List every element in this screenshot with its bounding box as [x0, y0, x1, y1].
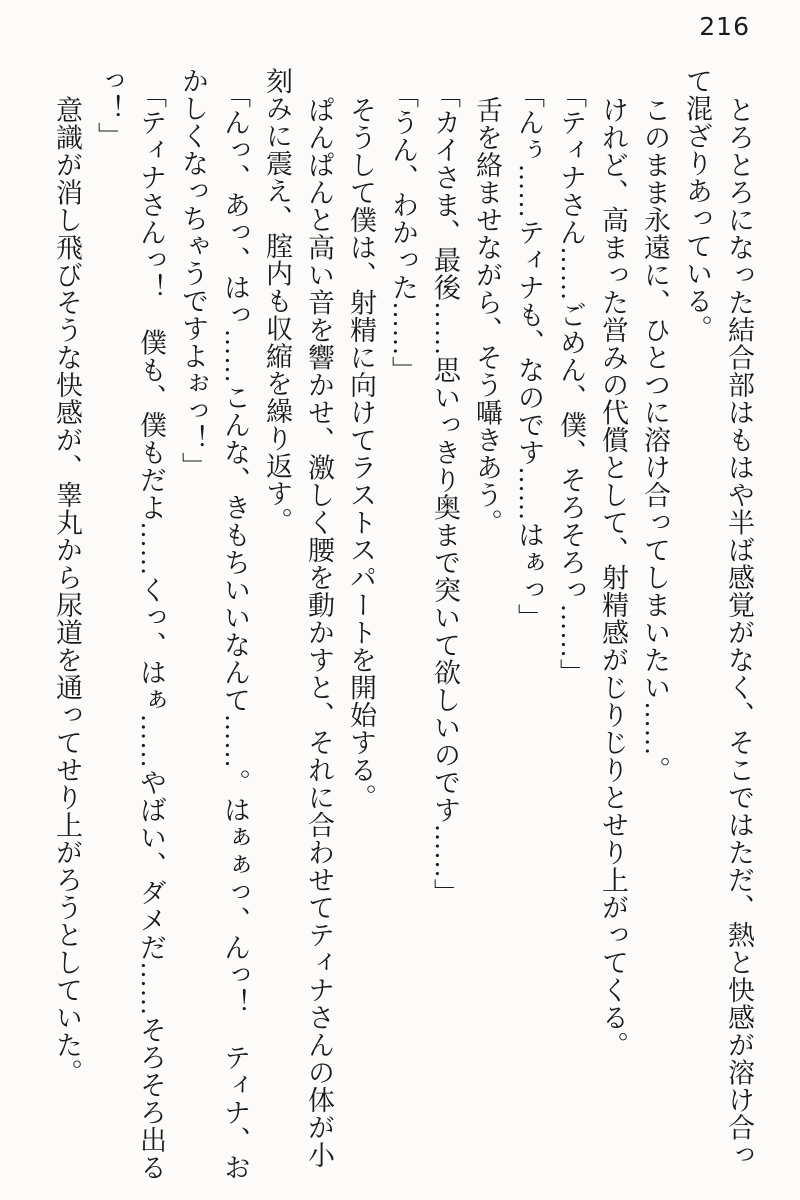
text-line: 舌を絡ませながら、そう囁きあう。 [472, 96, 502, 536]
text-line: このまま永遠に、ひとつに溶け合ってしまいたい……。 [640, 96, 670, 784]
text-line: そうして僕は、射精に向けてラストスパートを開始する。 [346, 96, 376, 811]
text-line: っ！」 [94, 67, 124, 150]
text-line: ぱんぱんと高い音を響かせ、激しく腰を動かすと、それに合わせてティナさんの体が小 [304, 96, 334, 1169]
text-line: とろとろになった結合部はもはや半ば感覚がなく、そこではただ、熱と快感が溶け合っ [724, 96, 754, 1169]
text-line: 「んぅ……ティナも、なのです……はぁっ」 [514, 81, 544, 631]
text-line: 「うん、わかった……」 [388, 81, 418, 384]
text-line: けれど、高まった営みの代償として、射精感がじりじりとせり上がってくる。 [598, 96, 628, 1059]
text-line: 意識が消し飛びそうな快感が、睾丸から尿道を通ってせり上がろうとしていた。 [52, 96, 82, 1086]
text-line: て混ざりあっている。 [682, 67, 712, 342]
text-line: 「ティナさんっ！ 僕も、僕もだよ……くっ、はぁ……やばい、ダメだ……そろそろ出る [136, 81, 166, 1181]
vertical-text-block [46, 67, 760, 1189]
text-line: 「カイさま、最後……思いっきり奥まで突いて欲しいのです……」 [430, 81, 460, 906]
text-line: 「んっ、あっ、はっ……こんな、きもちいいなんて……。はぁぁっ、んっ！ ティナ、お [220, 81, 250, 1181]
page-number: 216 [699, 12, 750, 41]
text-line: 「ティナさん……ごめん、僕、そろそろっ……」 [556, 81, 586, 686]
text-line: 刻みに震え、腟内も収縮を繰り返す。 [262, 67, 292, 535]
text-line: かしくなっちゃうですよぉっ！」 [178, 67, 208, 480]
